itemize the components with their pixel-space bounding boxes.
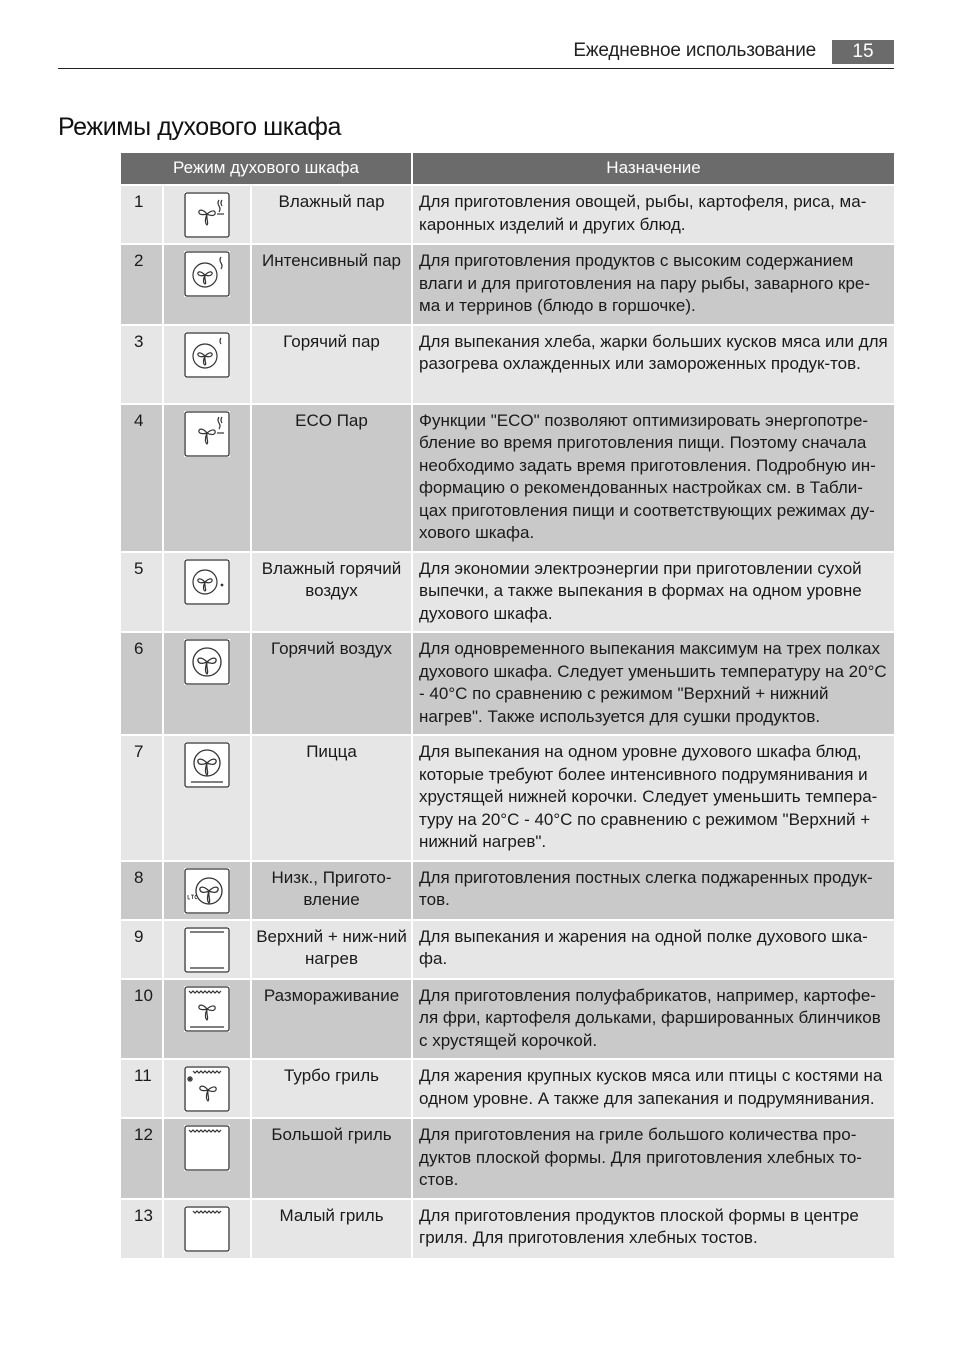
- mode-number: 7: [121, 735, 163, 861]
- top-bottom-heat-icon: [184, 927, 230, 973]
- table-row: [121, 632, 894, 735]
- mode-name: Влажный пар: [251, 185, 412, 244]
- table-row: [121, 979, 894, 1060]
- table-row: [121, 735, 894, 861]
- mode-number: 3: [121, 325, 163, 404]
- mode-name: Низк., Пригото-вление: [251, 861, 412, 920]
- table-header-row: [121, 153, 894, 185]
- mode-number: 9: [121, 920, 163, 979]
- mode-description: Для приготовления полуфабрикатов, например, картофе-ля фри, картофеля дольками, фаршированных блинчиков с хрустящей корочкой.: [412, 979, 894, 1060]
- mode-name: Верхний + ниж-ний нагрев: [251, 920, 412, 979]
- fan-steam-icon: [184, 192, 230, 238]
- mode-name: ECO Пар: [251, 404, 412, 552]
- table-row: [121, 244, 894, 325]
- page-number: 15: [832, 40, 894, 64]
- mode-description: Для выпекания на одном уровне духового шкафа блюд, которые требуют более интенсивного подрумянивания и хрустящей нижней корочки. Следует уменьшить темпера-туру на 20°C - 40°C по сравнению с режимом "Верхний + нижний нагрев".: [412, 735, 894, 861]
- mode-number: 8: [121, 861, 163, 920]
- mode-description: Функции "ECO" позволяют оптимизировать энергопотре-бление во время приготовления пищи. Поэтому сначала необходимо задать время приготовления. Подробную ин-формацию о рекомендованных настройках см. в Табли-цах приготовления пищи и соответствующих режимах ду-хового шкафа.: [412, 404, 894, 552]
- mode-name: Пицца: [251, 735, 412, 861]
- mode-description: Для экономии электроэнергии при приготовлении сухой выпечки, а также выпекания в формах на одном уровне духового шкафа.: [412, 552, 894, 633]
- table-row: [121, 1059, 894, 1118]
- mode-description: Для одновременного выпекания максимум на трех полках духового шкафа. Следует уменьшить температуру на 20°C - 40°C по сравнению с режимом "Верхний + нижний нагрев". Также используется для сушки продуктов.: [412, 632, 894, 735]
- table-row: [121, 861, 894, 920]
- circle-fan-steam-icon: [184, 251, 230, 297]
- pizza-fan-icon: [184, 742, 230, 788]
- mode-name: Малый гриль: [251, 1199, 412, 1258]
- mode-description: Для жарения крупных кусков мяса или птицы с костями на одном уровне. А также для запекания и подрумянивания.: [412, 1059, 894, 1118]
- mode-description: Для приготовления продуктов плоской формы в центре гриля. Для приготовления хлебных тостов.: [412, 1199, 894, 1258]
- column-header-mode: Режим духового шкафа: [121, 153, 412, 185]
- table-row: [121, 1199, 894, 1258]
- table-row: [121, 325, 894, 404]
- mode-name: Интенсивный пар: [251, 244, 412, 325]
- mode-name: Влажный горячий воздух: [251, 552, 412, 633]
- mode-number: 12: [121, 1118, 163, 1199]
- mode-description: Для приготовления овощей, рыбы, картофеля, риса, ма-каронных изделий и других блюд.: [412, 185, 894, 244]
- mode-description: Для приготовления постных слегка поджаренных продук-тов.: [412, 861, 894, 920]
- page-title: Режимы духового шкафа: [58, 113, 342, 141]
- mode-description: Для выпекания хлеба, жарки больших кусков мяса или для разогрева охлажденных или замороженных продук-тов.: [412, 325, 894, 404]
- defrost-fan-icon: [184, 986, 230, 1032]
- small-grill-icon: [184, 1206, 230, 1252]
- mode-number: 13: [121, 1199, 163, 1258]
- circle-fan-moist-icon: [184, 559, 230, 605]
- column-header-purpose: Назначение: [412, 153, 894, 185]
- table-row: [121, 552, 894, 633]
- mode-name: Турбо гриль: [251, 1059, 412, 1118]
- oven-modes-table: [121, 153, 894, 1258]
- large-grill-icon: [184, 1125, 230, 1171]
- page-header: [58, 38, 894, 69]
- mode-number: 10: [121, 979, 163, 1060]
- mode-number: 1: [121, 185, 163, 244]
- turbo-grill-icon: [184, 1066, 230, 1112]
- mode-name: Большой гриль: [251, 1118, 412, 1199]
- mode-name: Горячий пар: [251, 325, 412, 404]
- mode-name: Горячий воздух: [251, 632, 412, 735]
- circle-fan-steam-icon: [184, 332, 230, 378]
- mode-description: Для приготовления продуктов с высоким содержанием влаги и для приготовления на пару рыбы, заварного кре-ма и терринов (блюдо в горшочке).: [412, 244, 894, 325]
- table-row: [121, 185, 894, 244]
- mode-description: Для приготовления на гриле большого количества про-дуктов плоской формы. Для приготовления хлебных то-стов.: [412, 1118, 894, 1199]
- table-row: [121, 404, 894, 552]
- section-name: Ежедневное использование: [573, 40, 816, 61]
- table-row: [121, 920, 894, 979]
- ltc-fan-icon: [184, 868, 230, 914]
- hot-air-fan-icon: [184, 639, 230, 685]
- mode-number: 4: [121, 404, 163, 552]
- mode-description: Для выпекания и жарения на одной полке духового шка-фа.: [412, 920, 894, 979]
- mode-number: 5: [121, 552, 163, 633]
- mode-number: 2: [121, 244, 163, 325]
- mode-number: 11: [121, 1059, 163, 1118]
- mode-name: Размораживание: [251, 979, 412, 1060]
- mode-number: 6: [121, 632, 163, 735]
- eco-fan-steam-icon: [184, 411, 230, 457]
- table-row: [121, 1118, 894, 1199]
